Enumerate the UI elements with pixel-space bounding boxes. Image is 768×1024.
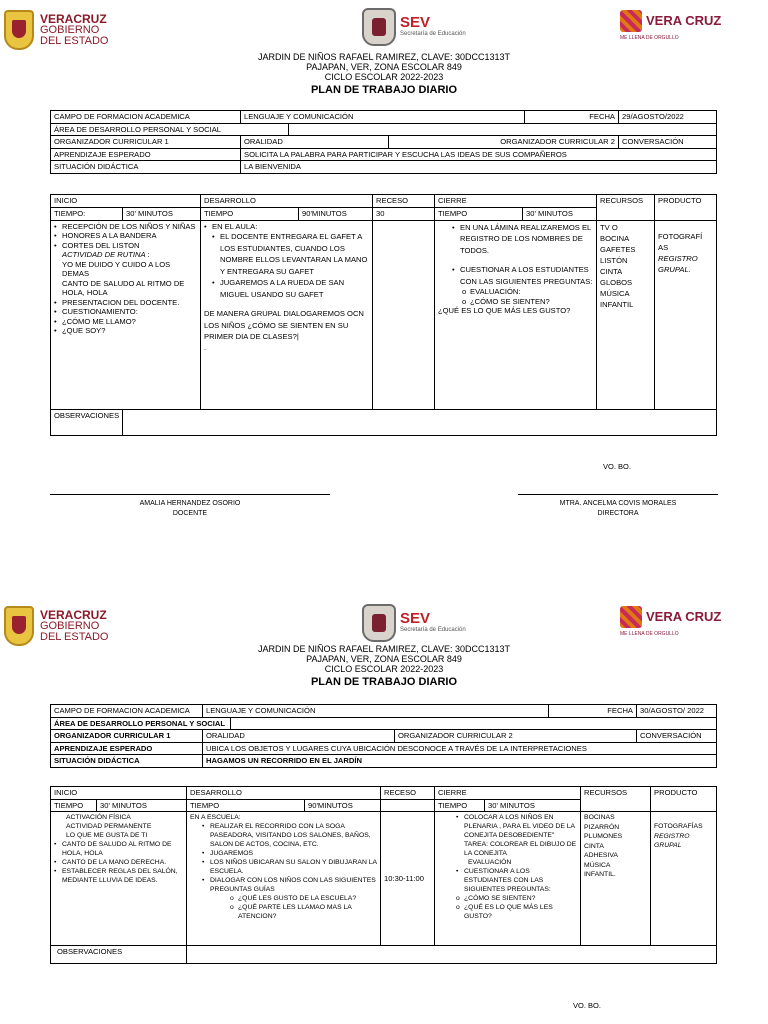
situacion-label: SITUACIÓN DIDÁCTICA bbox=[51, 161, 241, 174]
recursos-cell bbox=[581, 812, 651, 946]
list-item: o ¿QUÉ PARTE LES LLAMAO MAS LA ATENCION? bbox=[230, 903, 377, 921]
resource-item: GAFETES bbox=[600, 244, 636, 254]
docente-role: DOCENTE bbox=[172, 510, 208, 517]
org1-label: ORGANIZADOR CURRICULAR 1 bbox=[51, 136, 241, 149]
vo-bo-label: VO. BO. bbox=[573, 1001, 601, 1010]
aprendizaje-label: APRENDIZAJE ESPERADO bbox=[51, 742, 203, 755]
page-2 bbox=[0, 596, 768, 1024]
fecha-label: FECHA bbox=[589, 705, 637, 718]
org2-label: ORGANIZADOR CURRICULAR 2 bbox=[395, 730, 637, 743]
observaciones-value bbox=[123, 409, 717, 435]
product-item: FOTOGRAFÍAS bbox=[654, 823, 703, 830]
signature-docente bbox=[50, 494, 330, 519]
activity-text: CANTO DE SALUDO AL RITMO DE HOLA, HOLA bbox=[62, 278, 185, 297]
org1-label: ORGANIZADOR CURRICULAR 1 bbox=[51, 730, 203, 743]
campo-label: CAMPO DE FORMACION ACADEMICA bbox=[51, 111, 241, 124]
resource-item: PIZARRÓN bbox=[584, 823, 620, 831]
desarrollo-minutes: 90'MINUTOS bbox=[305, 799, 381, 812]
list-item: o EVALUACIÓN: bbox=[462, 287, 593, 297]
activity-text: EN A ESCUELA: bbox=[190, 814, 241, 821]
logo-subtext: ME LLENA DE ORGULLO bbox=[620, 35, 679, 41]
header-producto: PRODUCTO bbox=[655, 195, 717, 221]
vo-bo-label: VO. BO. bbox=[603, 462, 631, 471]
resource-item: LISTÓN bbox=[600, 255, 628, 265]
situacion-value: LA BIENVENIDA bbox=[241, 161, 717, 174]
inicio-minutes: 30' MINUTOS bbox=[97, 799, 187, 812]
list-item: • CUESTIONAR A LOS ESTUDIANTES CON LAS SIGUIENTES PREGUNTAS: bbox=[456, 867, 577, 894]
area-label: ÁREA DE DESARROLLO PERSONAL Y SOCIAL bbox=[51, 123, 289, 136]
header-inicio: INICIO bbox=[51, 195, 201, 208]
inicio-cell bbox=[51, 812, 187, 946]
resource-item: MÚSICA bbox=[584, 861, 611, 869]
recursos-cell bbox=[597, 220, 655, 409]
inicio-minutes: 30' MINUTOS bbox=[123, 208, 201, 221]
list-item: • RECEPCIÓN DE LOS NIÑOS Y NIÑAS bbox=[54, 222, 197, 232]
tiempo-label: TIEMPO: bbox=[51, 208, 123, 221]
list-item: • CANTO DE SALUDO AL RITMO DE HOLA, HOLA bbox=[54, 840, 183, 858]
situacion-label: SITUACIÓN DIDÁCTICA bbox=[51, 755, 203, 768]
list-item: • REALIZAR EL RECORRIDO CON LA SOGA PASEADORA, VISITANDO LOS SALONES, BAÑOS, SALON DE ACTOS, COCINA, ETC. bbox=[202, 822, 377, 849]
logo-text: DEL ESTADO bbox=[40, 34, 109, 47]
list-item: • CORTES DEL LISTON bbox=[54, 241, 197, 251]
sev-logo bbox=[362, 604, 466, 642]
directora-name: MTRA. ANCELMA COVIS MORALES bbox=[559, 500, 677, 507]
resource-item: BOCINA bbox=[600, 233, 630, 243]
pattern-icon bbox=[620, 606, 642, 628]
resource-item: INFANTIL. bbox=[584, 871, 616, 878]
school-line: JARDIN DE NIÑOS RAFAEL RAMIREZ, CLAVE: 30DCC1313T bbox=[257, 644, 511, 654]
info-table bbox=[50, 110, 717, 174]
logo-subtext: ME LLENA DE ORGULLO bbox=[620, 631, 679, 637]
receso-time: 10:30-11:00 bbox=[381, 812, 435, 946]
cycle-line: CICLO ESCOLAR 2022-2023 bbox=[324, 664, 444, 674]
resource-item: GLOBOS bbox=[600, 277, 633, 287]
observaciones-value bbox=[187, 946, 717, 964]
tiempo-label: TIEMPO bbox=[51, 799, 97, 812]
fecha-value: 30/AGOSTO/ 2022 bbox=[637, 705, 717, 718]
logo-text: GOBIERNO bbox=[40, 23, 100, 36]
product-item: FOTOGRAFÍ bbox=[658, 231, 703, 241]
header-recursos: RECURSOS bbox=[597, 195, 655, 221]
org2-label: ORGANIZADOR CURRICULAR 2 bbox=[389, 136, 619, 149]
logo-text: GOBIERNO bbox=[40, 619, 100, 632]
sev-seal-icon bbox=[362, 604, 396, 642]
resource-item: CINTA bbox=[584, 842, 604, 850]
header-recursos: RECURSOS bbox=[581, 787, 651, 812]
resource-item: TV O bbox=[600, 222, 618, 232]
coat-of-arms-icon bbox=[4, 606, 34, 646]
cierre-cell bbox=[435, 812, 581, 946]
activity-text: LO QUE ME GUSTA DE TI bbox=[66, 832, 148, 839]
activity-text: TAREA: COLOREAR EL DIBUJO DE LA CONEJITA bbox=[464, 841, 577, 857]
header-cierre: CIERRE bbox=[435, 787, 581, 800]
cierre-minutes: 30' MINUTOS bbox=[523, 208, 597, 221]
logo-text: VERACRUZ bbox=[40, 607, 107, 622]
list-item: • HONORES A LA BANDERA bbox=[54, 231, 197, 241]
list-item: • EN UNA LÁMINA REALIZAREMOS EL REGISTRO DE LOS NOMBRES DE TODOS. bbox=[452, 222, 593, 257]
observaciones-label: OBSERVACIONES bbox=[51, 409, 123, 435]
location-line: PAJAPAN, VER, ZONA ESCOLAR 849 bbox=[306, 654, 462, 664]
colon: : bbox=[147, 250, 150, 259]
product-item: GRUPAL. bbox=[658, 264, 691, 274]
list-item: • CUESTIONAMIENTO: bbox=[54, 307, 197, 317]
logo-text: DEL ESTADO bbox=[40, 630, 109, 643]
list-item: • JUGAREMOS bbox=[202, 849, 377, 858]
sev-seal-icon bbox=[362, 8, 396, 46]
aprendizaje-label: APRENDIZAJE ESPERADO bbox=[51, 148, 241, 161]
resource-item: PLUMONES bbox=[584, 833, 623, 840]
list-item: • PRESENTACION DEL DOCENTE. bbox=[54, 298, 197, 308]
receso-cell bbox=[373, 220, 435, 409]
org2-value: CONVERSACIÓN bbox=[637, 730, 717, 743]
observaciones-label: OBSERVACIONES bbox=[51, 946, 187, 964]
plan-table bbox=[50, 194, 717, 436]
logo-subtext: Secretaría de Educación bbox=[400, 31, 466, 37]
cierre-cell bbox=[435, 220, 597, 409]
desarrollo-cell bbox=[201, 220, 373, 409]
docente-name: AMALIA HERNANDEZ OSORIO bbox=[139, 500, 241, 507]
fecha-value: 29/AGOSTO/2022 bbox=[619, 111, 717, 124]
document-header bbox=[0, 52, 768, 95]
receso-minutes: 30 bbox=[373, 208, 435, 221]
pattern-icon bbox=[620, 10, 642, 32]
product-item: REGISTRO bbox=[654, 832, 690, 840]
activity-text: EVALUACIÓN bbox=[468, 859, 512, 866]
desarrollo-minutes: 90'MINUTOS bbox=[299, 208, 373, 221]
fecha-label: FECHA bbox=[567, 111, 619, 124]
list-item: • LOS NIÑOS UBICARAN SU SALON Y DIBUJARAN LA ESCUELA. bbox=[202, 858, 377, 876]
logo-text: SEV bbox=[400, 14, 431, 31]
signature-directora bbox=[518, 494, 718, 519]
resource-item: CINTA bbox=[600, 266, 623, 276]
list-item: • ¿CÓMO ME LLAMO? bbox=[54, 317, 197, 327]
header-receso: RECESO bbox=[381, 787, 435, 800]
list-item: • JUGAREMOS A LA RUEDA DE SAN MIGUEL USANDO SU GAFET bbox=[212, 277, 369, 300]
veracruz-gobierno-logo bbox=[4, 10, 108, 50]
activity-text: ACTIVIDAD PERMANENTE bbox=[66, 823, 152, 830]
campo-label: CAMPO DE FORMACION ACADEMICA bbox=[51, 705, 203, 718]
activity-text: YO ME DUIDO Y CUIDO A LOS DEMAS bbox=[62, 259, 171, 278]
tiempo-label: TIEMPO bbox=[435, 208, 523, 221]
desarrollo-cell bbox=[187, 812, 381, 946]
activity-text: ¿QUÉ ES LO QUE MÁS LES GUSTO? bbox=[438, 306, 571, 315]
list-item: • EL DOCENTE ENTREGARA EL GAFET A LOS ESTUDIANTES, CUANDO LOS NOMBRE ELLOS LEVANTARAN LA MANO Y ENTREGARA SU GAFET bbox=[212, 231, 369, 277]
list-item: o ¿QUÉ ES LO QUE MÁS LES GUSTO? bbox=[456, 903, 577, 921]
area-label: ÁREA DE DESARROLLO PERSONAL Y SOCIAL bbox=[51, 717, 231, 730]
list-item: • CANTO DE LA MANO DERECHA. bbox=[54, 858, 183, 867]
cycle-line: CICLO ESCOLAR 2022-2023 bbox=[324, 72, 444, 82]
resource-item: BOCINAS bbox=[584, 814, 615, 821]
resource-item: MÚSICA bbox=[600, 288, 630, 298]
list-item: o ¿CÓMO SE SIENTEN? bbox=[456, 894, 577, 903]
coat-of-arms-icon bbox=[4, 10, 34, 50]
tiempo-label: TIEMPO bbox=[187, 799, 305, 812]
tiempo-label: TIEMPO bbox=[201, 208, 299, 221]
producto-cell bbox=[655, 220, 717, 409]
aprendizaje-value: SOLICITA LA PALABRA PARA PARTICIPAR Y ESCUCHA LAS IDEAS DE SUS COMPAÑEROS bbox=[241, 148, 717, 161]
activity-text: . bbox=[204, 342, 207, 352]
veracruz-gobierno-logo bbox=[4, 606, 108, 646]
logo-subtext: Secretaría de Educación bbox=[400, 627, 466, 633]
list-item: • EN EL AULA: bbox=[204, 222, 369, 232]
org2-value: CONVERSACIÓN bbox=[619, 136, 717, 149]
info-table bbox=[50, 704, 717, 768]
veracruz-orgullo-logo bbox=[620, 606, 721, 637]
resource-item: INFANTIL bbox=[600, 299, 634, 309]
org1-value: ORALIDAD bbox=[241, 136, 389, 149]
list-item: • CUESTIONAR A LOS ESTUDIANTES CON LAS SIGUIENTES PREGUNTAS: bbox=[452, 264, 593, 287]
header-desarrollo: DESARROLLO bbox=[201, 195, 373, 208]
header-cierre: CIERRE bbox=[435, 195, 597, 208]
document-header bbox=[0, 644, 768, 687]
directora-role: DIRECTORA bbox=[597, 510, 639, 517]
header-producto: PRODUCTO bbox=[651, 787, 717, 812]
list-item: • ESTABLECER REGLAS DEL SALÓN, MEDIANTE LLUVIA DE IDEAS. bbox=[54, 867, 183, 885]
activity-title: ACTIVIDAD DE RUTINA bbox=[62, 250, 146, 259]
header-inicio: INICIO bbox=[51, 787, 187, 800]
producto-cell bbox=[651, 812, 717, 946]
list-item: • DIALOGAR CON LOS NIÑOS CON LAS SIGUIENTES PREGUNTAS GUÍAS bbox=[202, 876, 377, 894]
aprendizaje-value: UBICA LOS OBJETOS Y LUGARES CUYA UBICACIÓN DESCONOCE A TRAVÉS DE LA INTERPRETACIONES bbox=[203, 742, 717, 755]
page-title: PLAN DE TRABAJO DIARIO bbox=[310, 676, 458, 688]
product-item: REGISTRO bbox=[658, 253, 698, 263]
sev-logo bbox=[362, 8, 466, 46]
header-receso: RECESO bbox=[373, 195, 435, 208]
campo-value: LENGUAJE Y COMUNICACIÓN bbox=[203, 705, 549, 718]
inicio-cell bbox=[51, 220, 201, 409]
logo-text: SEV bbox=[400, 610, 431, 627]
location-line: PAJAPAN, VER, ZONA ESCOLAR 849 bbox=[306, 62, 462, 72]
veracruz-orgullo-logo bbox=[620, 10, 721, 41]
activity-text: DE MANERA GRUPAL DIALOGAREMOS OCN LOS NIÑOS ¿CÓMO SE SIENTEN EN SU PRIMER DIA DE CLASES?| bbox=[204, 309, 364, 341]
cierre-minutes: 30' MINUTOS bbox=[485, 799, 581, 812]
school-line: JARDIN DE NIÑOS RAFAEL RAMIREZ, CLAVE: 30DCC1313T bbox=[257, 52, 511, 62]
logo-text: VERA CRUZ bbox=[646, 13, 722, 28]
page-title: PLAN DE TRABAJO DIARIO bbox=[310, 84, 458, 96]
resource-item: ADHESIVA bbox=[584, 852, 618, 859]
product-item: GRUPAL bbox=[654, 842, 682, 849]
list-item: • ¿QUE SOY? bbox=[54, 326, 197, 336]
campo-value: LENGUAJE Y COMUNICACIÓN bbox=[241, 111, 525, 124]
list-item: o ¿CÓMO SE SIENTEN? bbox=[462, 297, 593, 307]
list-item: o ¿QUÉ LES GUSTO DE LA ESCUELA? bbox=[230, 894, 377, 903]
situacion-value: HAGAMOS UN RECORRIDO EN EL JARDÍN bbox=[203, 755, 717, 768]
header-desarrollo: DESARROLLO bbox=[187, 787, 381, 800]
org1-value: ORALIDAD bbox=[203, 730, 395, 743]
activity-text: ACTIVACIÓN FÍSICA bbox=[66, 814, 131, 821]
logo-text: VERACRUZ bbox=[40, 11, 107, 26]
tiempo-label: TIEMPO bbox=[435, 799, 485, 812]
plan-table bbox=[50, 786, 717, 964]
logo-text: VERA CRUZ bbox=[646, 609, 722, 624]
list-item: • COLOCAR A LOS NIÑOS EN PLENARIA , PARA EL VIDEO DE LA CONEJITA DESOBEDIENTE" bbox=[456, 813, 577, 840]
product-item: AS bbox=[658, 242, 669, 252]
